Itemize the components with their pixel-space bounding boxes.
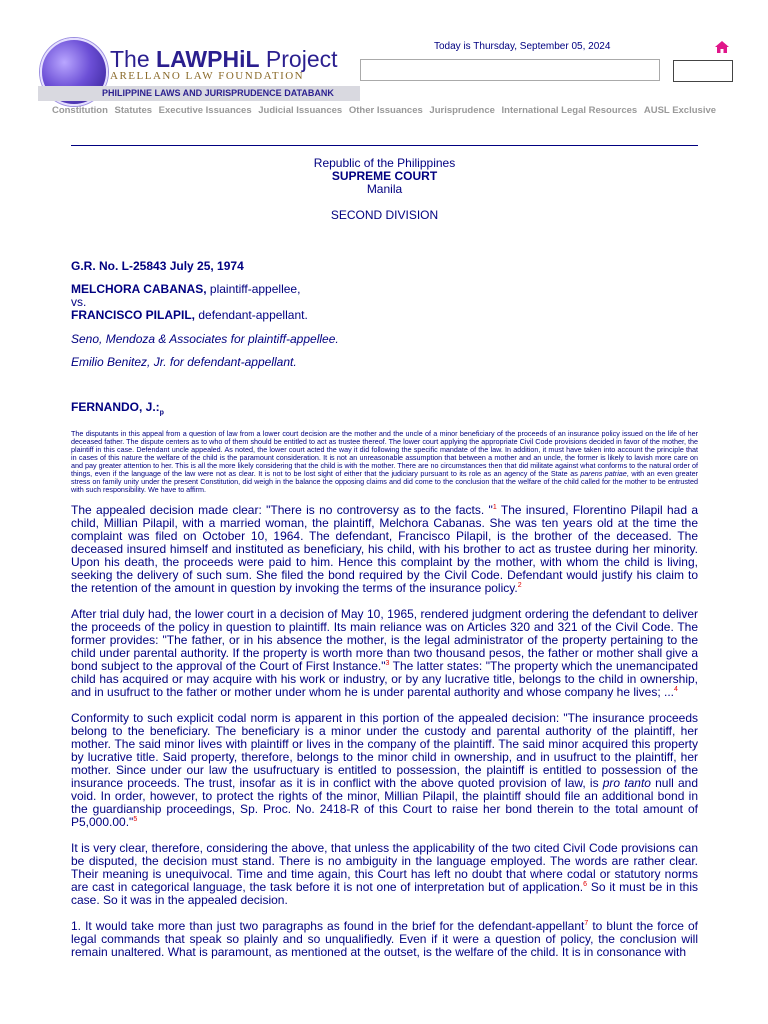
division-name: SECOND DIVISION [330,208,439,222]
ponente-name: FERNANDO, J.: [71,400,160,414]
nav-statutes[interactable]: Statutes [114,105,153,116]
nav-constitution[interactable]: Constitution [51,105,108,116]
title-suffix: Project [259,46,338,72]
p5-text-a: 1. It would take more than just two paragraphs as found in the brief for the defendant-appellant [71,919,585,934]
defendant-line [71,309,698,322]
p3-text-b: null and void. In order, however, to protect the rights of the minor, Millian Pilapil, the plaintiff should file an additional bond in the guardianship proceedings, Sp. Proc. No. 2418-R of this Court to raise her bond therein to the total amount of P5,000.00." [71,776,698,830]
nav-international-legal-resources[interactable]: International Legal Resources [501,105,638,116]
paragraph-2 [71,608,698,699]
site-subtitle: ARELLANO LAW FOUNDATION [110,70,305,82]
nav-executive-issuances[interactable]: Executive Issuances [158,105,252,116]
p1-text-b: The insured, Florentino Pilapil had a child, Millian Pilapil, with a married woman, the plaintiff, Melchora Cabanas. She was ten years old at the time the complaint was filed on October 10, 1964. The defendant, Francisco Pilapil, is the brother of the deceased. The deceased insured himself and instituted as beneficiary, his child, with his brother to act as trustee during her minority. Upon his death, the proceeds were paid to him. Hence this complaint by the mother, with whom the child is living, seeking the delivery of such sum. She filed the bond required by the Civil Code. Defendant would justify his claim to the retention of the amount in question by invoking the terms of the insurance policy. [71,503,699,596]
summary-italic: parens patriae [580,469,627,479]
footnote-link-6[interactable]: 6 [583,881,588,889]
defendant-role: defendant-appellant. [198,308,308,322]
search-box-small[interactable] [673,60,733,82]
p5-text-b: to blunt the force of legal commands that speak so plainly and so unqualifiedly. Even if it were a question of policy, the conclusion will remain unaltered. What is paramount, as mentioned at the outset, is the welfare of the child. It is in consonance with [71,919,698,960]
footnote-link-1[interactable]: 1 [492,504,497,512]
p3-text-a: Conformity to such explicit codal norm is apparent in this portion of the appealed decision: "The insurance proceeds belong to the beneficiary. The beneficiary is a minor under the custody and parental authority of the plaintiff, her mother. The said minor lives with plaintiff or lives in the company of the plaintiff. The said minor acquired this property by lucrative title. Said property, therefore, belongs to the minor child in ownership, and in usufruct to the plaintiff, her mother. Since under our law the usufructuary is entitled to possession, the plaintiff is entitled to possession of the insurance proceeds. The trust, insofar as it is in conflict with the above quoted provision of law, is [71,711,698,791]
versus: vs. [71,295,87,309]
paragraph-1 [71,504,698,595]
site-title[interactable] [110,46,338,73]
databank-label: PHILIPPINE LAWS AND JURISPRUDENCE DATABANK [102,88,334,98]
home-icon[interactable] [714,40,730,54]
defendant-name: FRANCISCO PILAPIL, [71,308,196,322]
paragraph-4 [71,842,698,907]
nav-jurisprudence[interactable]: Jurisprudence [429,105,495,116]
p2-text-b: The latter states: "The property which the unemancipated child has acquired or may acquire with his work or industry, or by any lucrative title, belongs to the child in ownership, and in usufruct to the father or mother under whom he is under parental authority and whose company he lives; ... [71,659,698,700]
p4-text-a: It is very clear, therefore, considering the above, that unless the applicability of the two cited Civil Code provisions can be disputed, the decision must stand. There is no ambiguity in the language employed. The words are rather clear. Their meaning is unequivocal. Time and time again, this Court has left no doubt that where codal or statutory norms are cast in categorical language, the task before it is not one of interpretation but of application. [71,841,698,895]
footnote-link-4[interactable]: 4 [674,686,678,694]
nav-judicial-issuances[interactable]: Judicial Issuances [258,105,343,116]
p3-italic: pro tanto [602,776,651,791]
republic-line: Republic of the Philippines [313,156,456,170]
ponente [71,401,698,419]
p1-text-a: The appealed decision made clear: "There is no controversy as to the facts. " [71,503,493,518]
nav-other-issuances[interactable]: Other Issuances [348,105,423,116]
p2-text-a: After trial duly had, the lower court in a decision of May 10, 1965, rendered judgment ordering the defendant to deliver the proceeds of the policy in question to plaintiff. Its main reliance was on Articles 320 and 321 of the Civil Code. The former provides: "The father, or in his absence the mother, is the legal administrator of the property pertaining to the child under parental authority. If the property is worth more than two thousand pesos, the father or mother shall give a bond subject to the approval of the Court of First Instance." [71,607,698,674]
footnote-link-3[interactable]: 3 [385,660,390,668]
court-city: Manila [366,182,403,196]
decision-content [71,157,698,959]
nav-ausl-exclusive[interactable]: AUSL Exclusive [643,105,717,116]
paragraph-5 [71,920,698,959]
plaintiff-name: MELCHORA CABANAS, [71,282,207,296]
today-date: Today is Thursday, September 05, 2024 [434,41,611,52]
counsel-plaintiff: Seno, Mendoza & Associates for plaintiff-appellee. [71,332,339,346]
title-brand: LAWPHiL [156,46,260,72]
decision-summary [71,430,698,494]
footnote-link-7[interactable]: 7 [584,920,589,928]
summary-text-1: The disputants in this appeal from a question of law from a lower court decision are the mother and the uncle of a minor beneficiary of the proceeds of an insurance policy issued on the life of her deceased father. The dispute centers as to who of them should be entitled to act as trustee thereof. The lower court applying the appropriate Civil Code provisions decided in favor of the mother, the plaintiff in this case. Defendant uncle appealed. As noted, the lower court acted the way it did following the specific mandate of the law. In addition, it must have taken into account the principle that in cases of this nature the welfare of the child is the paramount consideration. It is not an unreasonable assumption that between a mother and an uncle, the former is likely to lavish more care on and pay greater attention to her. This is all the more likely considering that the child is with the mother. There are no circumstances then that did militate against what conforms to the natural order of things, even if the language of the law were not as clear. It is not to be lost sight of either that the judiciary pursuant to its role as an agency of the State as [71,429,698,479]
title-prefix: The [110,46,157,72]
summary-text-2: , with an even greater stress on family unity under the present Constitution, did weigh in the balance the opposing claims and did come to the conclusion that the welfare of the child called for the mother to be entrusted with such responsibility. We have to affirm. [71,469,699,495]
case-number: G.R. No. L-25843 July 25, 1974 [71,259,244,273]
search-input[interactable] [360,59,660,81]
court-name: SUPREME COURT [331,169,438,183]
footnote-link-2[interactable]: 2 [517,582,522,590]
header-divider [71,145,698,146]
plaintiff-role: plaintiff-appellee, [209,282,301,296]
paragraph-3 [71,712,698,829]
plaintiff-line [71,283,698,296]
footnote-link-5[interactable]: 5 [133,816,138,824]
main-nav [0,105,768,116]
counsel-defendant: Emilio Benitez, Jr. for defendant-appellant. [71,355,297,369]
site-header [0,0,768,145]
p4-text-b: So it must be in this case. So it was in the appealed decision. [71,880,699,908]
ponente-mark: p [159,409,164,417]
